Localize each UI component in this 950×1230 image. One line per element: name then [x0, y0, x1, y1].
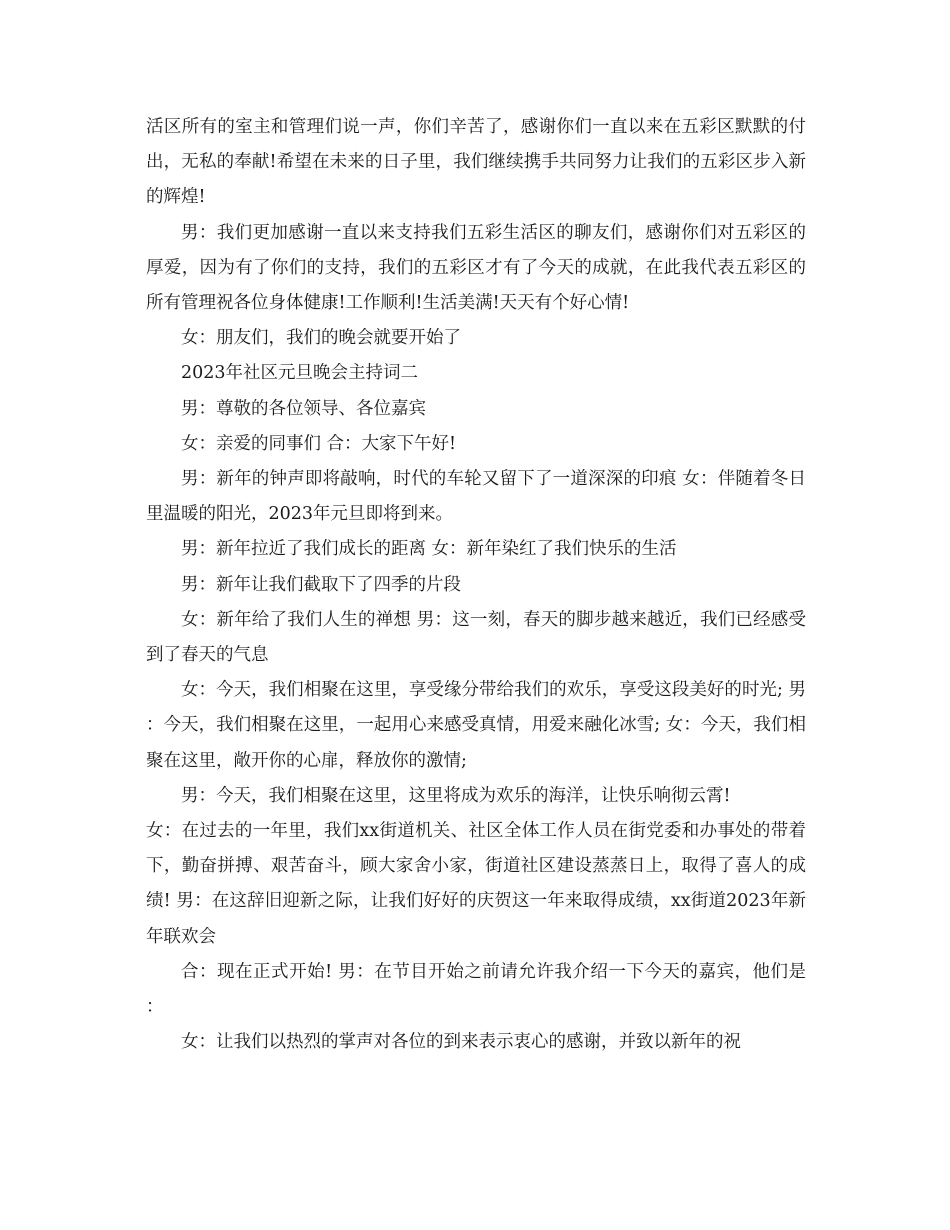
paragraph-7: 男：新年的钟声即将敲响，时代的车轮又留下了一道深深的印痕 女：伴随着冬日里温暖的阳光，2023年元旦即将到来。 [146, 469, 806, 525]
document-body [146, 110, 806, 1060]
paragraph-15: 女：让我们以热烈的掌声对各位的到来表示衷心的感谢，并致以新年的祝 [181, 1032, 741, 1053]
paragraph-11: 女：今天，我们相聚在这里，享受缘分带给我们的欢乐，享受这段美好的时光; 男：今天，我们相聚在这里，一起用心来感受真情，用爱来融化冰雪; 女：今天，我们相聚在这里，敞开你的心扉，释放你的激情; [146, 680, 806, 771]
paragraph-10: 女：新年给了我们人生的禅想 男：这一刻，春天的脚步越来越近，我们已经感受到了春天的气息 [146, 609, 806, 666]
section-heading: 2023年社区元旦晚会主持词二 [181, 363, 419, 384]
paragraph-2: 男：我们更加感谢一直以来支持我们五彩生活区的聊友们，感谢你们对五彩区的厚爱，因为有了你们的支持，我们的五彩区才有了今天的成就，在此我代表五彩区的所有管理祝各位身体健康!工作顺利!生活美满!天天有个好心情! [146, 222, 806, 314]
paragraph-5: 男：尊敬的各位领导、各位嘉宾 [181, 398, 426, 419]
paragraph-3: 女：朋友们，我们的晚会就要开始了 [181, 328, 461, 349]
paragraph-8: 男：新年拉近了我们成长的距离 女：新年染红了我们快乐的生活 [181, 539, 677, 560]
paragraph-14: 合：现在正式开始! 男：在节目开始之前请允许我介绍一下今天的嘉宾，他们是： [146, 961, 806, 1018]
paragraph-6: 女：亲爱的同事们 合：大家下午好! [181, 433, 457, 454]
paragraph-9: 男：新年让我们截取下了四季的片段 [181, 574, 461, 595]
paragraph-13: 女：在过去的一年里，我们xx街道机关、社区全体工作人员在街党委和办事处的带着下，勤奋拼搏、艰苦奋斗，顾大家舍小家，街道社区建设蒸蒸日上，取得了喜人的成绩! 男：在这辞旧迎新之际，让我们好好的庆贺这一年来取得成绩，xx街道2023年新年联欢会 [146, 821, 806, 947]
paragraph-1: 活区所有的室主和管理们说一声，你们辛苦了，感谢你们一直以来在五彩区默默的付出，无私的奉献!希望在未来的日子里，我们继续携手共同努力让我们的五彩区步入新的辉煌! [146, 117, 806, 208]
paragraph-12: 男：今天，我们相聚在这里，这里将成为欢乐的海洋，让快乐响彻云霄! [181, 785, 731, 806]
